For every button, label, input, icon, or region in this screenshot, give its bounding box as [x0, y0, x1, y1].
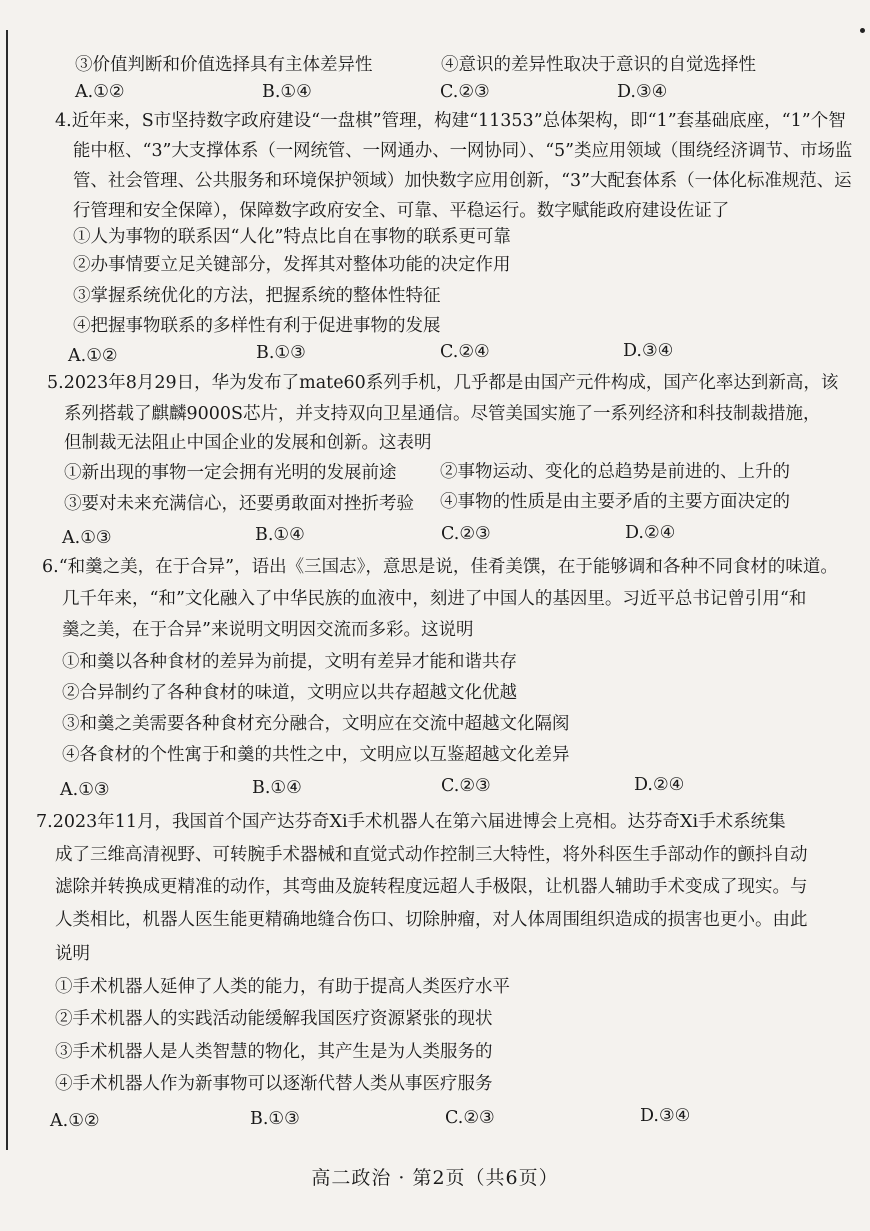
q3-option-d: D.③④ — [617, 82, 668, 102]
q4-statement-3: ③掌握系统优化的方法，把握系统的整体性特征 — [73, 286, 441, 306]
q7-statement-3: ③手术机器人是人类智慧的物化，其产生是为人类服务的 — [55, 1042, 493, 1062]
q5-option-a: A.①③ — [62, 528, 112, 548]
q4-option-a: A.①② — [68, 346, 118, 366]
q5-stem-line-2: 系列搭载了麒麟9000S芯片，并支持双向卫星通信。尽管美国实施了一系列经济和科技制裁措施， — [64, 404, 821, 424]
q7-stem-line-3: 滤除并转换成更精准的动作，其弯曲及旋转程度远超人手极限，让机器人辅助手术变成了现实。与 — [55, 877, 808, 897]
q7-stem-line-1: 7.2023年11月，我国首个国产达芬奇Xi手术机器人在第六届进博会上亮相。达芬奇Xi手术系统集 — [36, 812, 786, 832]
q6-stem-line-3: 羹之美，在于合异”来说明文明因交流而多彩。这说明 — [62, 620, 474, 640]
q5-option-c: C.②③ — [441, 524, 491, 544]
q5-statement-1: ①新出现的事物一定会拥有光明的发展前途 — [64, 463, 397, 483]
q7-option-a: A.①② — [50, 1111, 100, 1131]
binding-margin-line — [6, 30, 8, 1150]
q4-statement-4: ④把握事物联系的多样性有利于促进事物的发展 — [73, 316, 441, 336]
q7-statement-4: ④手术机器人作为新事物可以逐渐代替人类从事医疗服务 — [55, 1074, 493, 1094]
q4-stem-line-3: 管、社会管理、公共服务和环境保护领域）加快数字应用创新，“3”大配套体系（一体化标准规范、运 — [73, 171, 852, 191]
q5-statement-3: ③要对未来充满信心，还要勇敢面对挫折考验 — [64, 494, 414, 514]
q4-option-d: D.③④ — [623, 341, 674, 361]
q4-statement-2: ②办事情要立足关键部分，发挥其对整体功能的决定作用 — [73, 255, 511, 275]
q6-option-a: A.①③ — [60, 780, 110, 800]
q6-option-c: C.②③ — [441, 776, 491, 796]
q5-option-b: B.①④ — [255, 525, 305, 545]
q5-stem-line-1: 5.2023年8月29日，华为发布了mate60系列手机，几乎都是由国产元件构成，国产化率达到新高，该 — [47, 373, 839, 393]
scan-mark — [860, 28, 865, 33]
q7-stem-line-2: 成了三维高清视野、可转腕手术器械和直觉式动作控制三大特性，将外科医生手部动作的颤抖自动 — [55, 845, 808, 865]
q3-statement-3: ③价值判断和价值选择具有主体差异性 — [75, 55, 373, 75]
q6-option-d: D.②④ — [634, 775, 685, 795]
page-footer: 高二政治 · 第2页（共6页） — [311, 1167, 559, 1189]
q4-stem-line-2: 能中枢、“3”大支撑体系（一网统管、一网通办、一网协同）、“5”类应用领域（围绕经济调节、市场监 — [73, 141, 853, 161]
q4-stem-line-1: 4.近年来，S市坚持数字政府建设“一盘棋”管理，构建“11353”总体架构，即“1”套基础底座，“1”个智 — [55, 111, 846, 131]
q4-option-b: B.①③ — [256, 343, 306, 363]
q3-option-c: C.②③ — [440, 82, 490, 102]
q6-stem-line-1: 6.“和羹之美，在于合异”，语出《三国志》，意思是说，佳肴美馔，在于能够调和各种不同食材的味道。 — [42, 557, 838, 577]
q7-stem-line-5: 说明 — [55, 944, 90, 964]
q7-statement-2: ②手术机器人的实践活动能缓解我国医疗资源紧张的现状 — [55, 1009, 493, 1029]
q3-statement-4: ④意识的差异性取决于意识的自觉选择性 — [441, 55, 756, 75]
q5-statement-4: ④事物的性质是由主要矛盾的主要方面决定的 — [440, 492, 790, 512]
q7-statement-1: ①手术机器人延伸了人类的能力，有助于提高人类医疗水平 — [55, 977, 510, 997]
q5-option-d: D.②④ — [625, 523, 676, 543]
q4-option-c: C.②④ — [440, 342, 490, 362]
q7-option-c: C.②③ — [445, 1108, 495, 1128]
q3-option-b: B.①④ — [262, 82, 312, 102]
q7-option-d: D.③④ — [640, 1106, 691, 1126]
q6-statement-3: ③和羹之美需要各种食材充分融合，文明应在交流中超越文化隔阂 — [62, 714, 570, 734]
q4-stem-line-4: 行管理和安全保障），保障数字政府安全、可靠、平稳运行。数字赋能政府建设佐证了 — [73, 201, 730, 221]
q7-stem-line-4: 人类相比，机器人医生能更精确地缝合伤口、切除肿瘤，对人体周围组织造成的损害也更小。由此 — [55, 910, 808, 930]
q6-statement-1: ①和羹以各种食材的差异为前提，文明有差异才能和谐共存 — [62, 652, 517, 672]
q5-statement-2: ②事物运动、变化的总趋势是前进的、上升的 — [440, 462, 790, 482]
q6-statement-4: ④各食材的个性寓于和羹的共性之中，文明应以互鉴超越文化差异 — [62, 745, 570, 765]
q4-statement-1: ①人为事物的联系因“人化”特点比自在事物的联系更可靠 — [73, 227, 511, 247]
q3-option-a: A.①② — [75, 82, 125, 102]
q6-stem-line-2: 几千年来，“和”文化融入了中华民族的血液中，刻进了中国人的基因里。习近平总书记曾引用“和 — [62, 589, 807, 609]
q6-option-b: B.①④ — [252, 778, 302, 798]
q7-option-b: B.①③ — [250, 1109, 300, 1129]
q5-stem-line-3: 但制裁无法阻止中国企业的发展和创新。这表明 — [64, 433, 432, 453]
q6-statement-2: ②合异制约了各种食材的味道，文明应以共存超越文化优越 — [62, 683, 517, 703]
